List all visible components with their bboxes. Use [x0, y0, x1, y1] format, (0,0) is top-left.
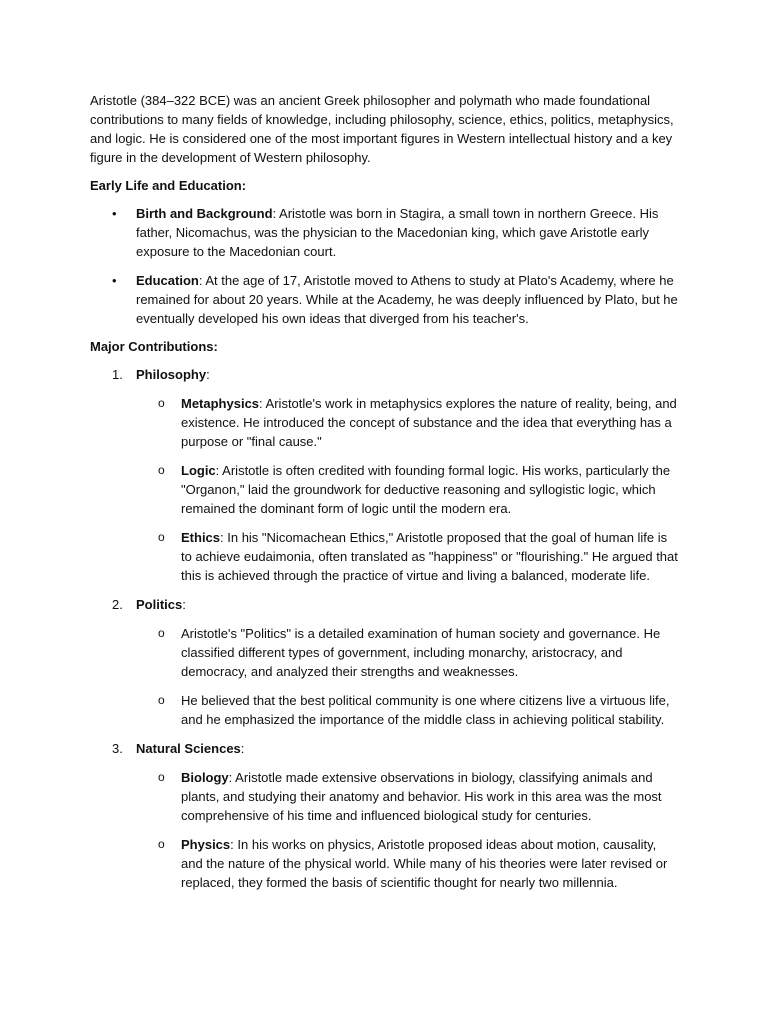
item-term: Education — [136, 273, 199, 288]
intro-paragraph: Aristotle (384–322 BCE) was an ancient Greek philosopher and polymath who made foundational contributions to many fields of knowledge, including philosophy, science, ethics, politics, metaphysics, and logic. He is considered one of the most important figures in Western intellectual history and a key figure in the development of Western philosophy. — [90, 93, 674, 165]
section-title-line — [136, 739, 678, 758]
section-title-line — [136, 595, 678, 614]
item-term: Metaphysics — [181, 396, 260, 411]
early-life-heading: Early Life and Education: — [90, 178, 247, 193]
list-item — [90, 204, 678, 261]
item-text: Aristotle's "Politics" is a detailed examination of human society and governance. He classified different types of government, including monarchy, aristocracy, and democracy, and analyzed their strengths and weaknesses. — [181, 626, 661, 679]
section-title-suffix: : — [206, 367, 210, 382]
item-text: : Aristotle was born in Stagira, a small town in northern Greece. His father, Nicomachus, was the physician to the Macedonian king, which gave Aristotle early exposure to the Macedonian court. — [136, 206, 659, 259]
section-number: 3. — [112, 741, 123, 756]
sub-list-item — [136, 528, 678, 585]
section-politics — [90, 595, 678, 729]
section-natural-sciences — [90, 739, 678, 892]
section-title-line — [136, 365, 678, 384]
list-item — [90, 271, 678, 328]
item-text: : Aristotle is often credited with founding formal logic. His works, particularly the "Organon," laid the groundwork for deductive reasoning and syllogistic logic, which remained the dominant form of logic until the modern era. — [181, 463, 671, 516]
circle-bullet-icon: o — [158, 530, 165, 544]
section-number: 1. — [112, 367, 123, 382]
item-term: Ethics — [181, 530, 221, 545]
item-text: : At the age of 17, Aristotle moved to Athens to study at Plato's Academy, where he remained for about 20 years. While at the Academy, he was deeply influenced by Plato, but he eventually developed his own ideas that diverged from his teacher's. — [136, 273, 678, 326]
sub-list — [136, 768, 678, 892]
item-text: He believed that the best political community is one where citizens live a virtuous life, and he emphasized the importance of the middle class in achieving political stability. — [181, 693, 670, 727]
sub-list-item — [136, 394, 678, 451]
section-title: Philosophy — [136, 367, 207, 382]
item-term: Biology — [181, 770, 229, 785]
bullet-icon: • — [112, 273, 117, 288]
sub-list — [136, 394, 678, 585]
sub-list-item — [136, 691, 678, 729]
circle-bullet-icon: o — [158, 463, 165, 477]
item-term: Logic — [181, 463, 216, 478]
section-philosophy — [90, 365, 678, 585]
early-life-list — [90, 204, 678, 328]
sub-list-item — [136, 768, 678, 825]
sub-list-item — [136, 461, 678, 518]
section-number: 2. — [112, 597, 123, 612]
sub-list-item — [136, 624, 678, 681]
section-title-suffix: : — [182, 597, 186, 612]
item-text: : In his works on physics, Aristotle proposed ideas about motion, causality, and the nature of the physical world. While many of his theories were later revised or replaced, they formed the basis of scientific thought for nearly two millennia. — [181, 837, 668, 890]
circle-bullet-icon: o — [158, 693, 165, 707]
item-text: : Aristotle's work in metaphysics explores the nature of reality, being, and existence. He introduced the concept of substance and the idea that everything has a purpose or "final cause." — [181, 396, 677, 449]
circle-bullet-icon: o — [158, 626, 165, 640]
section-title-suffix: : — [240, 741, 245, 756]
item-text: : Aristotle made extensive observations in biology, classifying animals and plants, and studying their anatomy and behavior. His work in this area was the most comprehensive of his time and influenced biological study for centuries. — [181, 770, 662, 823]
circle-bullet-icon: o — [158, 837, 165, 851]
sub-list — [136, 624, 678, 729]
contributions-heading: Major Contributions: — [90, 339, 218, 354]
section-title: Politics — [136, 597, 183, 612]
item-term: Physics — [181, 837, 231, 852]
section-title: Natural Sciences — [136, 741, 241, 756]
sub-list-item — [136, 835, 678, 892]
item-term: Birth and Background — [136, 206, 273, 221]
contributions-list — [90, 365, 678, 892]
circle-bullet-icon: o — [158, 770, 165, 784]
bullet-icon: • — [112, 206, 117, 221]
item-text: : In his "Nicomachean Ethics," Aristotle proposed that the goal of human life is to achieve eudaimonia, often translated as "happiness" or "flourishing." He argued that this is achieved through the practice of virtue and living a balanced, moderate life. — [181, 530, 678, 583]
circle-bullet-icon: o — [158, 396, 165, 410]
